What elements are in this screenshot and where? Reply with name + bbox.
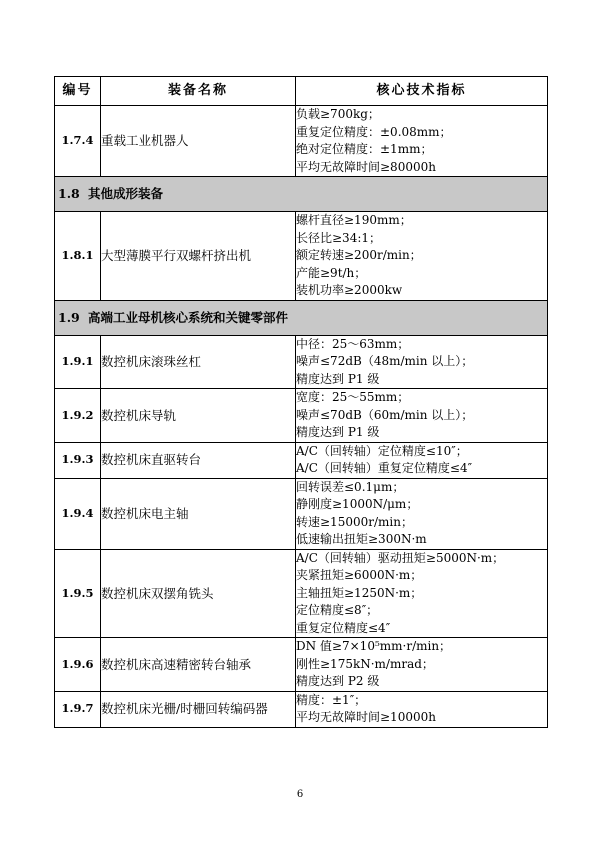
- header-name: 装备名称: [101, 77, 296, 106]
- spec-line: 低速输出扭矩≥300N·m: [296, 532, 427, 546]
- equipment-name: 数控机床导轨: [101, 389, 296, 443]
- spec-line: 中径：25～63mm；: [296, 336, 410, 351]
- table-row: [55, 549, 548, 638]
- equipment-name: 数控机床光栅/时栅回转编码器: [101, 691, 296, 727]
- table-row: [55, 691, 548, 727]
- spec-cell: [296, 106, 548, 177]
- spec-line: 额定转速≥200r/min；: [296, 248, 422, 262]
- spec-cell: [296, 549, 548, 638]
- spec-cell: [296, 212, 548, 301]
- item-number: 1.9.3: [55, 442, 101, 478]
- table-body: [55, 106, 548, 728]
- equipment-name: 数控机床高速精密转台轴承: [101, 638, 296, 692]
- header-spec: 核心技术指标: [296, 77, 548, 106]
- equipment-name: 数控机床滚珠丝杠: [101, 335, 296, 389]
- spec-line: A/C（回转轴）重复定位精度≤4″: [296, 461, 473, 475]
- section-number: 1.8: [58, 186, 80, 202]
- spec-line: 转速≥15000r/min；: [296, 514, 413, 529]
- equipment-spec-table: [54, 76, 548, 728]
- spec-cell: [296, 335, 548, 389]
- table-row: [55, 212, 548, 301]
- spec-line: 主轴扭矩≥1250N·m；: [296, 585, 423, 600]
- spec-cell: [296, 478, 548, 549]
- equipment-name: 数控机床双摆角铣头: [101, 549, 296, 638]
- table-row: [55, 478, 548, 549]
- section-number: 1.9: [58, 309, 80, 325]
- spec-line: 定位精度≤8″；: [296, 603, 379, 617]
- spec-line: 螺杆直径≥190mm；: [296, 213, 412, 227]
- spec-line: A/C（回转轴）驱动扭矩≥5000N·m；: [296, 550, 505, 565]
- table-row: [55, 442, 548, 478]
- table-row: [55, 335, 548, 389]
- spec-line: 重复定位精度：±0.08mm；: [296, 124, 452, 139]
- item-number: 1.9.1: [55, 335, 101, 389]
- spec-line: 回转误差≤0.1μm；: [296, 479, 405, 494]
- spec-line: 精度达到 P2 级: [296, 674, 380, 688]
- spec-line: 刚性≥175kN·m/mrad；: [296, 656, 434, 671]
- spec-line: 夹紧扭矩≥6000N·m；: [296, 568, 423, 582]
- spec-line: 平均无故障时间≥10000h: [296, 710, 436, 724]
- equipment-name: 数控机床直驱转台: [101, 442, 296, 478]
- table-row: [55, 638, 548, 692]
- page-number: 6: [296, 789, 304, 800]
- spec-cell: [296, 389, 548, 443]
- item-number: 1.9.7: [55, 691, 101, 727]
- spec-line: 产能≥9t/h；: [296, 265, 367, 280]
- item-number: 1.9.2: [55, 389, 101, 443]
- equipment-name: 重载工业机器人: [101, 106, 296, 177]
- spec-cell: [296, 691, 548, 727]
- spec-line: 负载≥700kg；: [296, 107, 380, 121]
- item-number: 1.9.4: [55, 478, 101, 549]
- spec-line: 静刚度≥1000N/μm；: [296, 497, 419, 511]
- spec-line: DN 值≥7×10⁵mm·r/min；: [296, 639, 452, 653]
- item-number: 1.9.6: [55, 638, 101, 692]
- spec-cell: [296, 442, 548, 478]
- section-cell: [55, 300, 548, 335]
- spec-cell: [296, 638, 548, 692]
- table-header-row: [55, 77, 548, 106]
- item-number: 1.8.1: [55, 212, 101, 301]
- section-title: 高端工业母机核心系统和关键零部件: [88, 309, 289, 325]
- table-row: [55, 389, 548, 443]
- section-cell: [55, 177, 548, 212]
- spec-line: 精度：±1″；: [296, 692, 367, 707]
- section-row: [55, 177, 548, 212]
- header-id: 编号: [55, 77, 101, 106]
- spec-line: 长径比≥34:1；: [296, 230, 382, 245]
- item-number: 1.7.4: [55, 106, 101, 177]
- spec-line: 宽度：25～55mm；: [296, 390, 410, 404]
- spec-line: 噪声≤70dB（60m/min 以上）；: [296, 407, 474, 422]
- spec-line: 装机功率≥2000kw: [296, 283, 403, 297]
- spec-line: 绝对定位精度：±1mm；: [296, 142, 433, 156]
- spec-line: 精度达到 P1 级: [296, 425, 380, 439]
- spec-line: A/C（回转轴）定位精度≤10″；: [296, 443, 468, 458]
- spec-line: 噪声≤72dB（48m/min 以上）；: [296, 354, 474, 368]
- item-number: 1.9.5: [55, 549, 101, 638]
- section-title: 其他成形装备: [88, 186, 164, 202]
- spec-line: 精度达到 P1 级: [296, 371, 380, 386]
- section-row: [55, 300, 548, 335]
- spec-line: 重复定位精度≤4″: [296, 620, 391, 635]
- equipment-name: 数控机床电主轴: [101, 478, 296, 549]
- equipment-name: 大型薄膜平行双螺杆挤出机: [101, 212, 296, 301]
- table-row: [55, 106, 548, 177]
- spec-line: 平均无故障时间≥80000h: [296, 159, 436, 174]
